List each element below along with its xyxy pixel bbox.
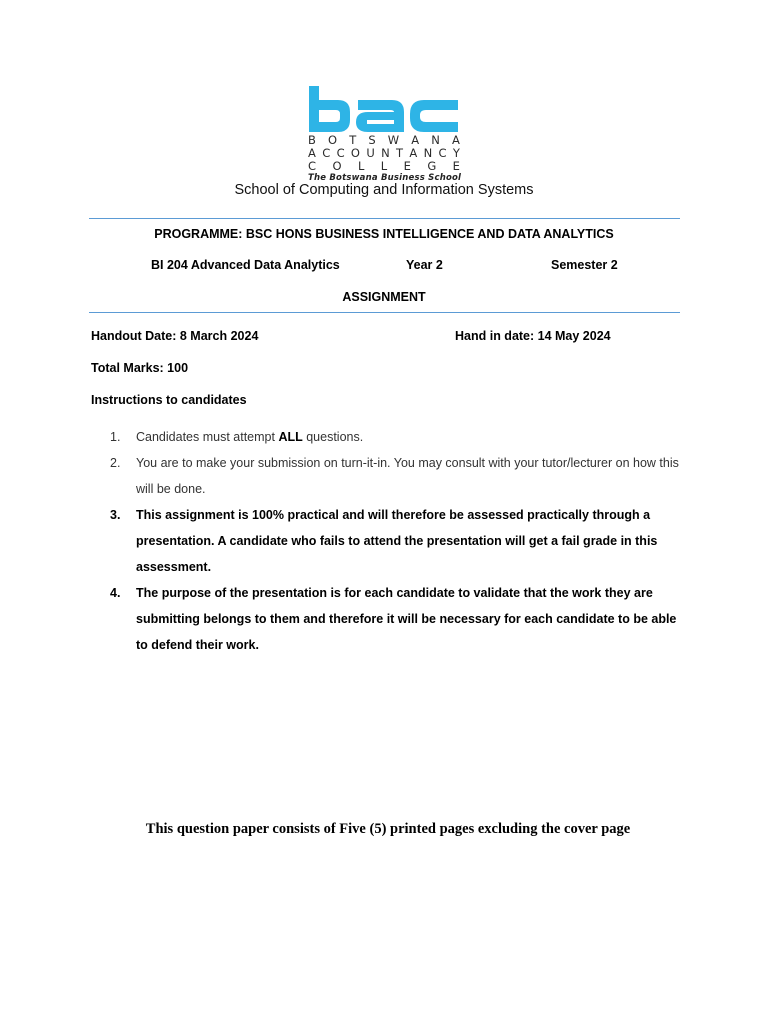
instruction-text: You are to make your submission on turn-it-in. You may consult with your tutor/lecturer on how this will be done. bbox=[136, 456, 679, 496]
logo-letter: N bbox=[381, 146, 390, 160]
programme-title: PROGRAMME: BSC HONS BUSINESS INTELLIGENCE AND DATA ANALYTICS bbox=[154, 227, 614, 241]
handout-date: Handout Date: 8 March 2024 bbox=[91, 329, 259, 343]
instruction-number: 1. bbox=[110, 430, 121, 444]
instruction-item bbox=[110, 580, 680, 658]
page-count-note: This question paper consists of Five (5) printed pages excluding the cover page bbox=[145, 821, 631, 837]
instruction-item bbox=[110, 450, 680, 502]
instructions-heading: Instructions to candidates bbox=[91, 393, 247, 407]
logo-letter: T bbox=[396, 146, 404, 160]
logo-letter: L bbox=[357, 159, 365, 173]
instruction-text: Candidates must attempt bbox=[136, 430, 279, 444]
logo-wordmark bbox=[306, 134, 462, 173]
logo-tagline: The Botswana Business School bbox=[308, 173, 462, 183]
handin-date: Hand in date: 14 May 2024 bbox=[455, 329, 611, 343]
course-name: BI 204 Advanced Data Analytics bbox=[151, 258, 340, 272]
logo-letter: A bbox=[409, 146, 418, 160]
logo-letter: U bbox=[366, 146, 375, 160]
logo-letter: W bbox=[387, 133, 400, 147]
logo-letter: C bbox=[322, 146, 331, 160]
logo-letter: S bbox=[368, 133, 376, 147]
logo-letter: A bbox=[452, 133, 460, 147]
instruction-emphasis: ALL bbox=[278, 430, 303, 444]
bottom-divider bbox=[89, 312, 680, 313]
logo-letter: A bbox=[308, 146, 316, 160]
instruction-text: This assignment is 100% practical and will therefore be assessed practically through a presentation. A candidate who fails to attend the presentation will get a fail grade in this assessment. bbox=[136, 508, 658, 574]
instruction-item bbox=[110, 502, 680, 580]
logo-letter: O bbox=[328, 133, 338, 147]
logo-letter: Y bbox=[452, 146, 460, 160]
total-marks: Total Marks: 100 bbox=[91, 361, 189, 375]
instruction-number: 2. bbox=[110, 456, 121, 470]
logo-letter: C bbox=[308, 159, 317, 173]
instruction-item bbox=[110, 424, 680, 450]
logo-letter: O bbox=[332, 159, 342, 173]
logo-letter: B bbox=[308, 133, 316, 147]
logo-letter: G bbox=[427, 159, 437, 173]
college-logo bbox=[306, 84, 462, 183]
logo-letter: N bbox=[423, 146, 433, 160]
logo-letter: T bbox=[349, 133, 357, 147]
logo-letter: E bbox=[403, 159, 411, 173]
bac-logo-icon bbox=[306, 84, 462, 134]
instruction-text-end: questions. bbox=[302, 430, 364, 444]
instruction-number: 4. bbox=[110, 586, 121, 600]
top-divider bbox=[89, 218, 680, 219]
instructions-list bbox=[110, 424, 680, 658]
logo-letter: C bbox=[336, 146, 345, 160]
logo-letter: C bbox=[438, 146, 447, 160]
logo-letter: A bbox=[411, 133, 420, 147]
logo-letter: O bbox=[350, 146, 360, 160]
assessment-type: ASSIGNMENT bbox=[342, 290, 426, 304]
logo-letter: E bbox=[452, 159, 460, 173]
logo-letter: L bbox=[380, 159, 388, 173]
instruction-number: 3. bbox=[110, 508, 121, 522]
semester-label: Semester 2 bbox=[551, 258, 618, 272]
school-name: School of Computing and Information Systems bbox=[234, 182, 534, 198]
instruction-text: The purpose of the presentation is for each candidate to validate that the work they are submitting belongs to them and therefore it will be necessary for each candidate to be able to defend their work. bbox=[136, 586, 677, 652]
logo-letter: N bbox=[431, 133, 440, 147]
year-label: Year 2 bbox=[406, 258, 443, 272]
logo-line-college bbox=[308, 160, 460, 173]
